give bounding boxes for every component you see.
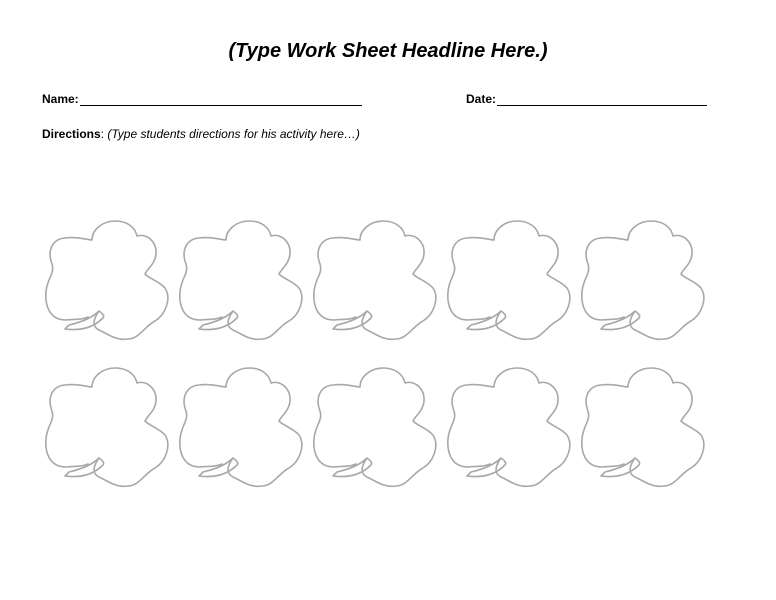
shamrock-outline xyxy=(582,368,704,486)
shamrock-outline-icon xyxy=(580,365,706,491)
directions-label: Directions xyxy=(42,127,101,141)
shamrock-outline-icon xyxy=(312,365,438,491)
directions-text: (Type students directions for his activity here…) xyxy=(107,127,360,141)
shamrock-outline-icon xyxy=(178,365,304,491)
shamrock-outline-icon xyxy=(178,218,304,344)
shamrock-outline xyxy=(46,221,168,339)
shamrock-outline xyxy=(180,221,302,339)
shamrock-outline xyxy=(314,368,436,486)
name-label: Name: xyxy=(42,92,79,106)
shamrock-outline-icon xyxy=(44,365,170,491)
shamrock-outline-icon xyxy=(446,218,572,344)
date-label: Date: xyxy=(466,92,497,106)
shamrock-outline xyxy=(46,368,168,486)
shamrock-outline xyxy=(314,221,436,339)
shamrock-outline xyxy=(448,221,570,339)
worksheet-headline: (Type Work Sheet Headline Here.) xyxy=(228,40,548,62)
directions-separator: : xyxy=(100,127,108,141)
shamrock-outline xyxy=(180,368,302,486)
shamrock-outline-icon xyxy=(312,218,438,344)
shamrock-outline-icon xyxy=(44,218,170,344)
shamrock-outline-icon xyxy=(580,218,706,344)
shamrock-outline xyxy=(582,221,704,339)
shamrock-outline-icon xyxy=(446,365,572,491)
shamrock-outline xyxy=(448,368,570,486)
